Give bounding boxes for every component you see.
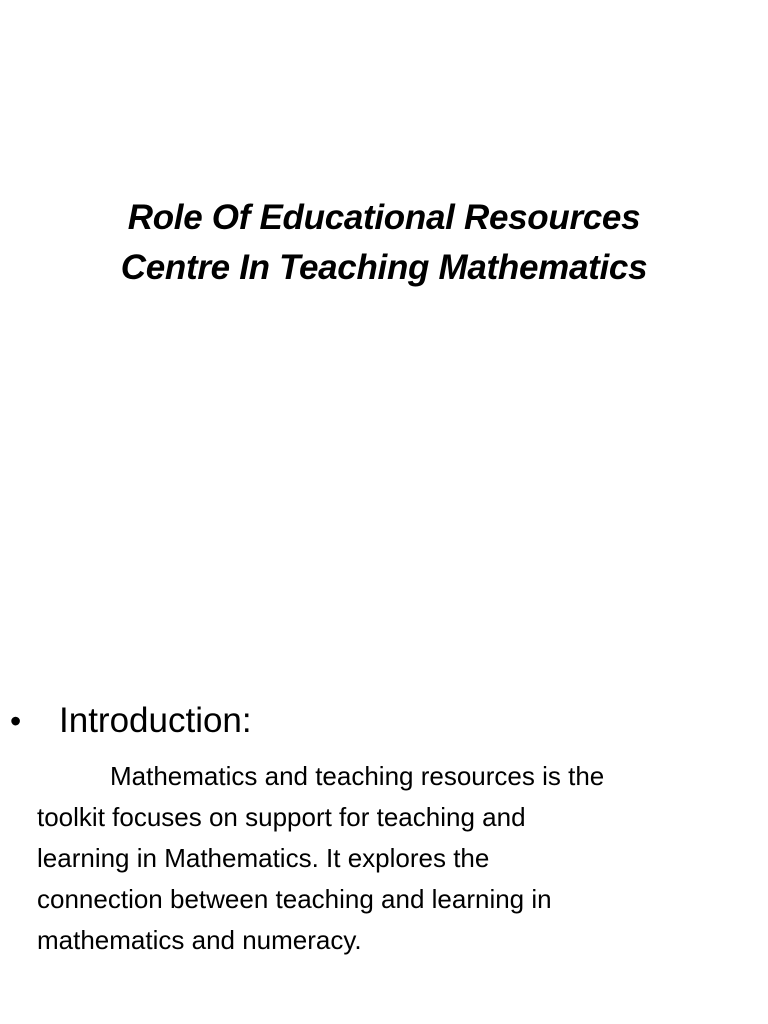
- paragraph-line: mathematics and numeracy.: [37, 925, 362, 955]
- paragraph-line: connection between teaching and learning in: [37, 884, 552, 914]
- paragraph-line: toolkit focuses on support for teaching and: [37, 802, 526, 832]
- title-line: Centre In Teaching Mathematics: [120, 248, 648, 287]
- section-heading: Introduction:: [59, 701, 252, 740]
- bullet-icon: •: [10, 703, 22, 739]
- slide-title: [20, 193, 748, 293]
- introduction-bullet: [0, 696, 768, 746]
- paragraph-line: Mathematics and teaching resources is the: [110, 761, 605, 791]
- introduction-paragraph: [37, 756, 737, 961]
- title-line: Role Of Educational Resources: [127, 198, 641, 237]
- paragraph-line: learning in Mathematics. It explores the: [37, 843, 490, 873]
